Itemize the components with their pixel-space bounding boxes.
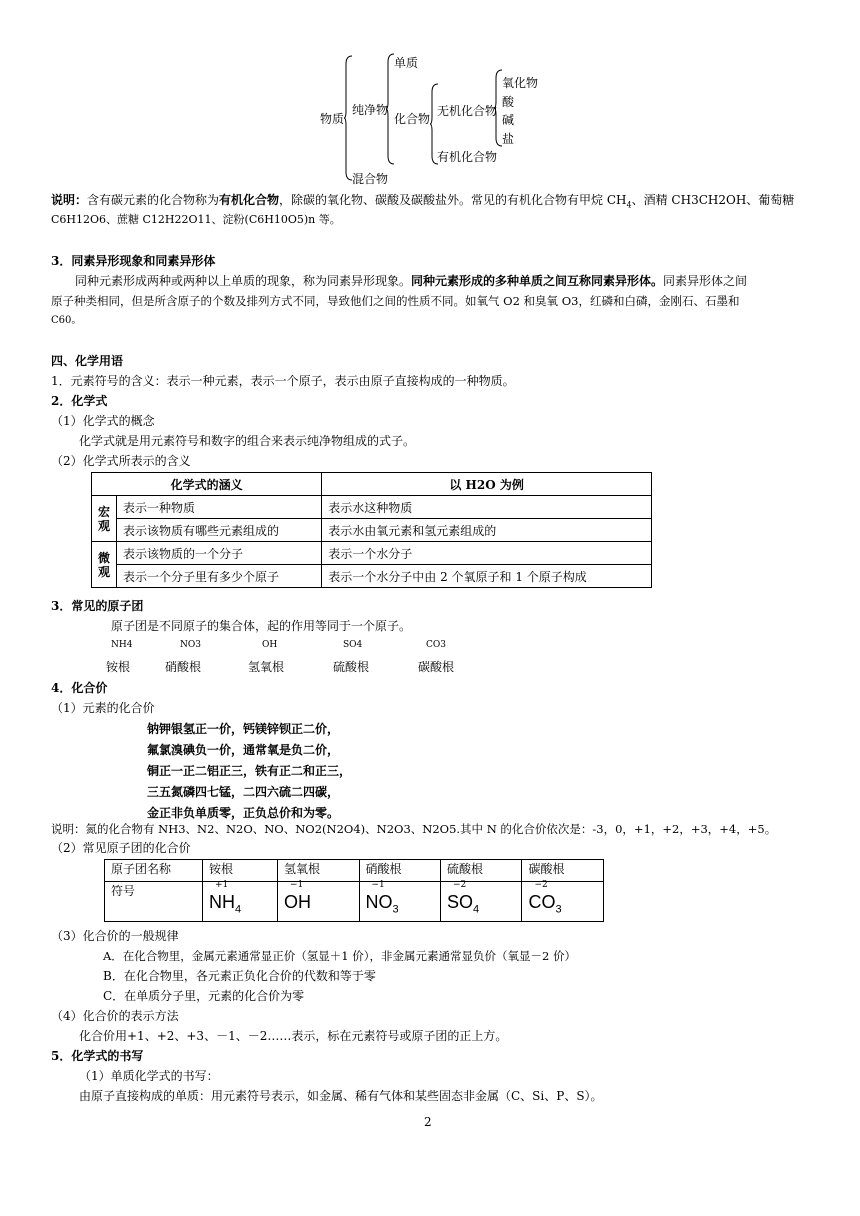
table-cell: 表示一个水分子	[322, 542, 652, 565]
tree-oxide: 氧化物	[502, 76, 539, 90]
note-text: 、酒精 CH3CH2OH、葡萄糖	[631, 193, 795, 207]
tree-compound: 化合物	[394, 112, 431, 126]
ion-name: 氢氧根	[248, 660, 285, 674]
table-cell: 氢氧根	[278, 860, 359, 882]
ion-name: 碳酸根	[418, 660, 455, 674]
paragraph	[51, 373, 515, 389]
subsection-title: 5．化学式的书写	[51, 1049, 144, 1063]
table-cell: 表示水这种物质	[322, 496, 652, 519]
table-cell: 表示一种物质	[117, 496, 322, 519]
table-cell: 碳酸根	[522, 860, 604, 882]
tree-inorganic: 无机化合物	[437, 104, 498, 118]
table-cell: 硫酸根	[440, 860, 521, 882]
paragraph: 化学式就是用元素符号和数字的组合来表示纯净物组成的式子。	[79, 434, 416, 448]
valence-rhyme-line: 金正非负单质零，正负总价和为零。	[147, 806, 340, 820]
table-row	[92, 542, 652, 565]
note-text: ，除碳的氧化物、碳酸及碳酸盐外。常见的有机化合物有甲烷 CH	[279, 193, 627, 207]
table-cell: 表示该物质的一个分子	[117, 542, 322, 565]
subsection-title: 4．化合价	[51, 681, 108, 695]
valence-rhyme-line: 铜正一正二铝正三，铁有正二和正三，	[147, 764, 352, 778]
subsection-label: （1）元素的化合价	[51, 701, 155, 715]
note-organic-line2: C6H12O6、蔗糖 C12H22O11、淀粉(C6H10O5)n 等。	[51, 213, 341, 226]
ion-formula: SO4	[343, 640, 363, 650]
page-number: 2	[424, 1115, 432, 1129]
subsection-label: （2）化学式所表示的含义	[51, 454, 191, 468]
tree-root: 物质	[320, 112, 345, 126]
rule-item: C．在单质分子里，元素的化合价为零	[103, 989, 305, 1003]
paragraph: 化合价用+1、+2、+3、－1、－2……表示，标在元素符号或原子团的正上方。	[79, 1029, 508, 1043]
ion-name: 硫酸根	[333, 660, 370, 674]
section-title: 四、化学用语	[51, 354, 124, 368]
para-text: 同素异形体之间	[663, 274, 748, 288]
paragraph: 由原子直接构成的单质：用元素符号表示，如金属、稀有气体和某些固态非金属（C、Si、P、S）。	[79, 1089, 603, 1103]
table-row	[105, 882, 604, 922]
note-label: 说明：	[51, 193, 88, 207]
valence-symbol: −1 $NO_3$	[365, 880, 399, 916]
table-header: 以 H2O 为例	[322, 473, 652, 496]
note-text: 含有碳元素的化合物称为	[87, 193, 220, 207]
table-cell: 表示一个水分子中由 2 个氧原子和 1 个原子构成	[322, 565, 652, 588]
rule-item: A．在化合物里，金属元素通常显正价（氢显＋1 价），非金属元素通常显负价（氧显－2 价）	[103, 949, 576, 963]
note-organic	[51, 192, 794, 213]
subsection-title: 2．化学式	[51, 394, 108, 408]
subsection-label: （1）单质化学式的书写：	[79, 1069, 219, 1083]
table-cell: 表示水由氧元素和氢元素组成的	[322, 519, 652, 542]
formula-meaning-table	[91, 472, 652, 588]
brace-icon	[344, 56, 354, 180]
table-cell: 硝酸根	[359, 860, 440, 882]
note-nitrogen: 说明：氮的化合物有 NH3、N2、N2O、NO、NO2(N2O4)、N2O3、N2O5.其中 N 的化合价依次是：-3，0，+1，+2，+3，+4，+5。	[51, 822, 777, 836]
valence-symbol: −1 OH	[284, 880, 312, 912]
tree-pure: 纯净物	[352, 103, 389, 117]
group-valence-table	[104, 859, 604, 922]
paragraph	[75, 273, 747, 289]
table-cell	[440, 882, 521, 922]
table-cell: 符号	[105, 882, 203, 922]
table-cell	[522, 882, 604, 922]
note-bold: 有机化合物	[219, 193, 280, 207]
table-row	[92, 519, 652, 542]
paragraph: 原子团是不同原子的集合体，起的作用等同于一个原子。	[111, 619, 412, 633]
para-text: 同种元素形成两种或两种以上单质的现象，称为同素异形现象。	[75, 274, 412, 288]
para-bold: 同种元素形成的多种单质之间互称同素异形体。	[411, 274, 664, 288]
table-row	[92, 496, 652, 519]
tree-base: 碱	[502, 113, 515, 127]
paragraph: 原子种类相同，但是所含原子的个数及排列方式不同，导致他们之间的性质不同。如氧气 O2 和臭氧 O3，红磷和白磷，金刚石、石墨和	[51, 294, 740, 308]
tree-mixture: 混合物	[352, 172, 389, 186]
tree-salt: 盐	[502, 132, 515, 146]
valence-rhyme-line: 三五氮磷四七锰，二四六硫二四碳，	[147, 785, 340, 799]
valence-symbol: +1 $NH_4$	[209, 880, 242, 916]
ion-name: 硝酸根	[165, 660, 202, 674]
valence-rhyme-line: 氟氯溴碘负一价，通常氧是负二价，	[147, 743, 340, 757]
subsection-title: 3．常见的原子团	[51, 599, 144, 613]
table-row	[92, 565, 652, 588]
ion-formula: OH	[262, 640, 278, 650]
row-group-macro: 宏观	[92, 496, 117, 542]
subsection-label: （2）常见原子团的化合价	[51, 841, 191, 855]
row-group-micro: 微观	[92, 542, 117, 588]
valence-symbol: −2 $SO_4$	[446, 880, 480, 916]
subsection-label: （1）化学式的概念	[51, 414, 155, 428]
subsection-label: （3）化合价的一般规律	[51, 929, 179, 943]
paragraph: C60。	[51, 315, 82, 326]
valence-rhyme-line: 钠钾银氢正一价，钙镁锌钡正二价，	[147, 722, 340, 736]
table-cell	[203, 882, 278, 922]
note-sub: 4	[626, 200, 632, 210]
tree-acid: 酸	[502, 95, 515, 109]
table-cell	[359, 882, 440, 922]
tree-organic: 有机化合物	[437, 150, 498, 164]
tree-element: 单质	[394, 56, 419, 70]
ion-name: 铵根	[106, 660, 131, 674]
valence-symbol: −2 $CO_3$	[528, 880, 562, 916]
ion-formula: NO3	[180, 640, 201, 650]
para-text: 1．元素符号的含义：表示一种元素，表示一个原子，表示由原子直接构成的一种物质。	[51, 374, 515, 388]
table-row	[92, 473, 652, 496]
rule-item: B．在化合物里，各元素正负化合价的代数和等于零	[103, 969, 376, 983]
table-cell: 表示一个分子里有多少个原子	[117, 565, 322, 588]
table-cell: 铵根	[203, 860, 278, 882]
ion-formula: NH4	[111, 640, 133, 650]
table-cell	[278, 882, 359, 922]
table-cell: 表示该物质有哪些元素组成的	[117, 519, 322, 542]
table-header: 原子团名称	[105, 860, 203, 882]
table-row	[105, 860, 604, 882]
ion-formula: CO3	[426, 640, 446, 650]
table-header: 化学式的涵义	[92, 473, 322, 496]
subsection-label: （4）化合价的表示方法	[51, 1009, 179, 1023]
section-title: 3．同素异形现象和同素异形体	[51, 254, 216, 268]
